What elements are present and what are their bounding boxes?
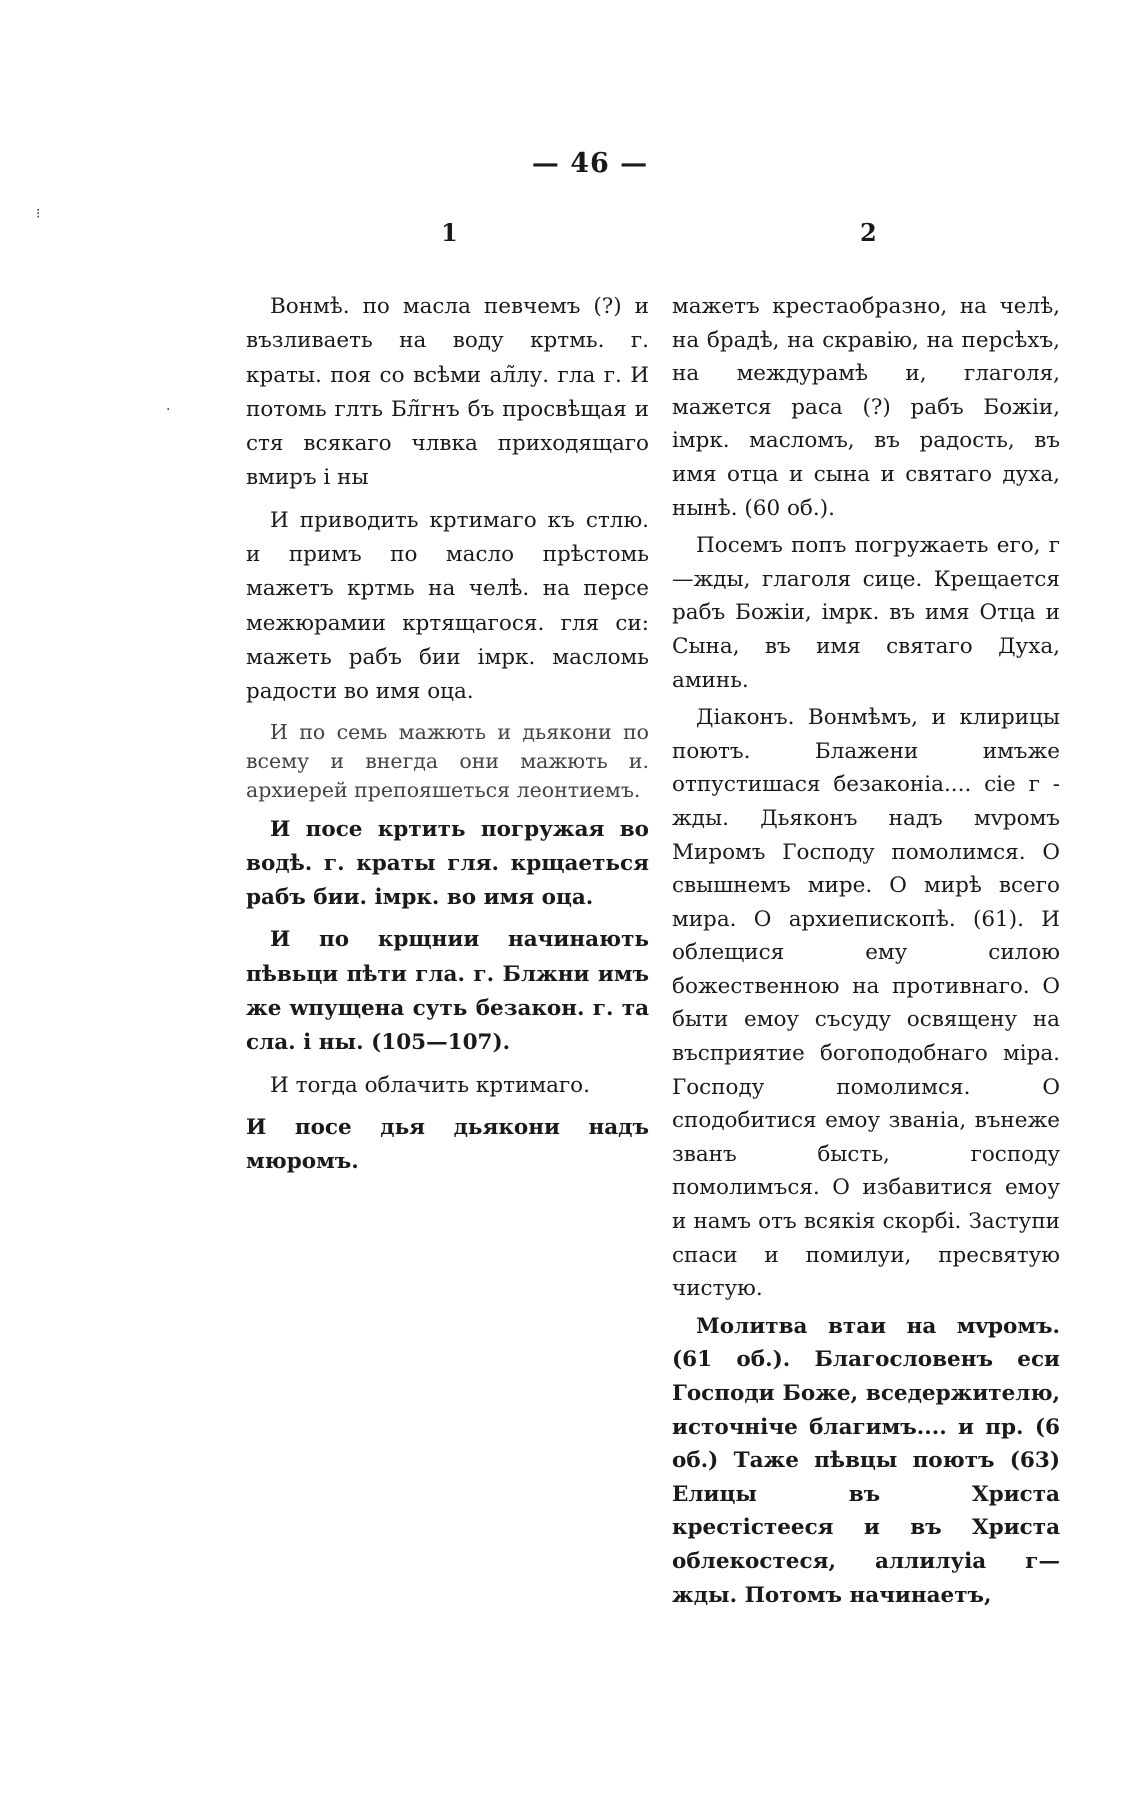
paragraph: И по семь мажють и дьякони по всему и внегда они мажють и. архиерей препояшеться леонтиемъ. <box>246 719 649 802</box>
stray-mark: ⁝ <box>36 206 41 222</box>
stray-mark: · <box>166 402 171 418</box>
paragraph: И посе дья дьякони надъ мюромъ. <box>246 1114 649 1175</box>
paragraph: И тогда облачить кртимаго. <box>270 1072 590 1098</box>
paragraph: И посе кртить погружая во водѣ. г. краты гля. крщаеться рабъ бии. імрк. во имя оца. <box>246 816 649 911</box>
paragraph: Вонмѣ. по масла певчемъ (?) и възливаеть на воду кртмь. г. краты. поя со всѣми ал̃лу. гла г. И потомь глть Бл̃гнъ бъ просвѣщая и стя всякаго члвка приходящаго вмиръ і ны <box>246 294 649 491</box>
page-number: — 46 — <box>531 148 649 179</box>
column-left <box>246 290 649 1188</box>
paragraph: мажетъ крестаобразно, на челѣ, на брадѣ, на скравію, на персѣхъ, на междурамѣ и, глаголя, мажется раса (?) рабъ Божіи, імрк. масломъ, въ радость, въ имя отца и сына и святаго духа, нынѣ. (60 об.). <box>672 294 1060 521</box>
paragraph: Молитва втаи на мvромъ. (61 об.). Благословенъ еси Господи Боже, вседержителю, источніче благимъ.... и пр. (6 об.) Таже пѣвцы поютъ (63) Елицы въ Христа крестістееся и въ Христа облекостеся, аллилуіа г—жды. Потомъ начинаетъ, <box>672 1313 1060 1608</box>
paragraph: Діаконъ. Вонмѣмъ, и клирицы поютъ. Блажени имъже отпустишася безаконіа.... сіе г - жды. Дьяконъ надъ мvромъ Миромъ Господу помолимся. О свышнемъ мире. О мирѣ всего мира. О архиепископѣ. (61). И облещися ему силою божественною на противнаго. О быти емоу съсуду освящену на въсприятие богоподобнаго міра. Господу помолимся. О сподобитися емоу званіа, вънеже званъ бысть, господу помолимъся. О избавитися емоу и намъ отъ всякія скорбі. Заступи спаси и помилуи, пресвятую чистую. <box>672 705 1060 1302</box>
column-right <box>672 290 1060 1620</box>
paragraph: И по крщнии начинають пѣвьци пѣти гла. г. Блжни имъ же wпущена суть безакон. г. та сла. і ны. (105—107). <box>246 927 649 1056</box>
paragraph: И приводить кртимаго къ стлю. и примъ по масло прѣстомь мажетъ кртмь на челѣ. на персе межюрамии кртящагося. гля си: мажеть рабъ бии імрк. масломь радости во имя оца. <box>246 507 649 705</box>
paragraph: Посемъ попъ погружаеть его, г—жды, глаголя сице. Крещается рабъ Божіи, імрк. въ имя Отца и Сына, въ имя святаго Духа, аминь. <box>672 533 1060 693</box>
column-number-right: 2 <box>860 218 877 247</box>
column-number-left: 1 <box>441 218 458 247</box>
